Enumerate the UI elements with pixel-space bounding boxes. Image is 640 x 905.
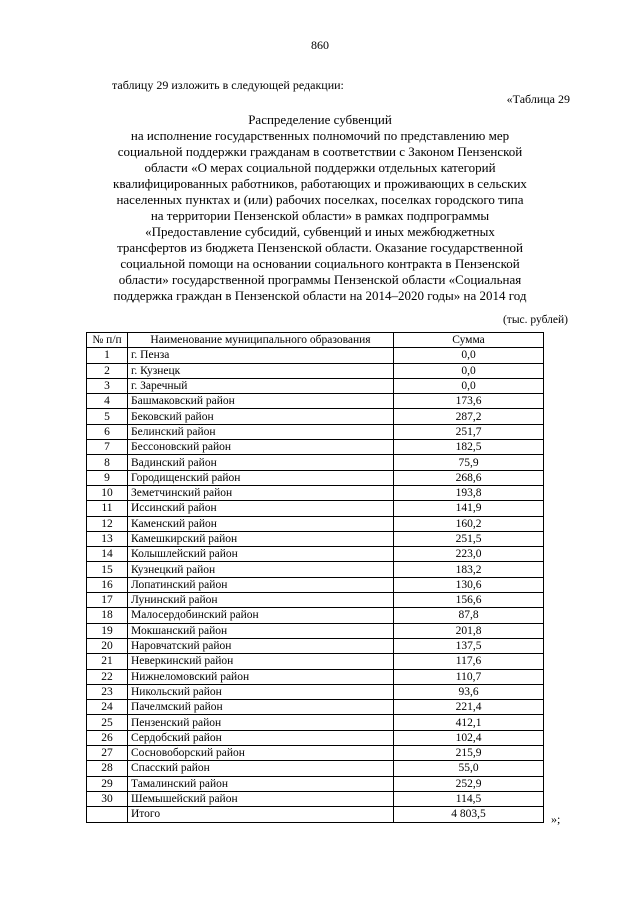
row-number: 12 bbox=[87, 516, 128, 531]
row-municipality: Сердобский район bbox=[128, 730, 394, 745]
subsidy-table bbox=[86, 332, 544, 823]
heading-line: трансфертов из бюджета Пензенской области. Оказание государственной bbox=[117, 240, 523, 255]
row-sum: 102,4 bbox=[394, 730, 544, 745]
table-row bbox=[87, 730, 544, 745]
table-row bbox=[87, 440, 544, 455]
table-row bbox=[87, 485, 544, 500]
row-number: 27 bbox=[87, 746, 128, 761]
row-municipality: Шемышейский район bbox=[128, 791, 394, 806]
row-municipality: Земетчинский район bbox=[128, 485, 394, 500]
heading-line: области «О мерах социальной поддержки отдельных категорий bbox=[144, 160, 496, 175]
row-municipality: г. Заречный bbox=[128, 378, 394, 393]
row-sum: 87,8 bbox=[394, 608, 544, 623]
row-number: 16 bbox=[87, 577, 128, 592]
row-sum: 215,9 bbox=[394, 746, 544, 761]
row-number: 30 bbox=[87, 791, 128, 806]
table-row bbox=[87, 638, 544, 653]
row-sum: 268,6 bbox=[394, 470, 544, 485]
table-row bbox=[87, 409, 544, 424]
table-row bbox=[87, 761, 544, 776]
row-sum: 0,0 bbox=[394, 363, 544, 378]
table-row bbox=[87, 531, 544, 546]
row-sum: 137,5 bbox=[394, 638, 544, 653]
row-sum: 55,0 bbox=[394, 761, 544, 776]
row-sum: 252,9 bbox=[394, 776, 544, 791]
row-municipality: Иссинский район bbox=[128, 501, 394, 516]
row-municipality: Неверкинский район bbox=[128, 654, 394, 669]
row-sum: 223,0 bbox=[394, 547, 544, 562]
page-number: 860 bbox=[311, 38, 329, 52]
table-row bbox=[87, 562, 544, 577]
table-row bbox=[87, 791, 544, 806]
row-sum: 251,7 bbox=[394, 424, 544, 439]
row-number: 24 bbox=[87, 700, 128, 715]
row-municipality: Лопатинский район bbox=[128, 577, 394, 592]
header-number: № п/п bbox=[87, 333, 128, 348]
row-municipality: Пензенский район bbox=[128, 715, 394, 730]
units-label: (тыс. рублей) bbox=[502, 314, 568, 326]
table-row bbox=[87, 700, 544, 715]
table-row bbox=[87, 348, 544, 363]
row-municipality: Вадинский район bbox=[128, 455, 394, 470]
table-row bbox=[87, 378, 544, 393]
row-municipality: Бековский район bbox=[128, 409, 394, 424]
row-sum: 110,7 bbox=[394, 669, 544, 684]
intro-text: таблицу 29 изложить в следующей редакции: bbox=[112, 78, 344, 92]
row-number: 23 bbox=[87, 684, 128, 699]
row-municipality: Спасский район bbox=[128, 761, 394, 776]
heading-line: социальной помощи на основании социального контракта в Пензенской bbox=[120, 256, 520, 271]
row-sum: 130,6 bbox=[394, 577, 544, 592]
table-row bbox=[87, 608, 544, 623]
row-number: 3 bbox=[87, 378, 128, 393]
table-header-row bbox=[87, 333, 544, 348]
row-sum: 221,4 bbox=[394, 700, 544, 715]
row-number: 21 bbox=[87, 654, 128, 669]
row-sum: 141,9 bbox=[394, 501, 544, 516]
header-sum: Сумма bbox=[394, 333, 544, 348]
table-row bbox=[87, 684, 544, 699]
row-number: 4 bbox=[87, 394, 128, 409]
table-row bbox=[87, 363, 544, 378]
row-sum: 156,6 bbox=[394, 593, 544, 608]
heading-line: на территории Пензенской области» в рамках подпрограммы bbox=[150, 208, 490, 223]
table-row bbox=[87, 669, 544, 684]
row-sum: 160,2 bbox=[394, 516, 544, 531]
row-sum: 251,5 bbox=[394, 531, 544, 546]
row-sum: 182,5 bbox=[394, 440, 544, 455]
row-number: 29 bbox=[87, 776, 128, 791]
row-number: 8 bbox=[87, 455, 128, 470]
table-row bbox=[87, 593, 544, 608]
table-row bbox=[87, 746, 544, 761]
heading-line: поддержка граждан в Пензенской области на 2014–2020 годы» на 2014 год bbox=[113, 288, 527, 303]
table-row bbox=[87, 394, 544, 409]
row-municipality: Лунинский район bbox=[128, 593, 394, 608]
row-municipality: Белинский район bbox=[128, 424, 394, 439]
row-sum: 201,8 bbox=[394, 623, 544, 638]
row-number: 22 bbox=[87, 669, 128, 684]
row-municipality: Тамалинский район bbox=[128, 776, 394, 791]
heading-line: квалифицированных работников, работающих и проживающих в сельских bbox=[113, 176, 527, 191]
heading-line: «Предоставление субсидий, субвенций и иных межбюджетных bbox=[145, 224, 495, 239]
row-sum: 93,6 bbox=[394, 684, 544, 699]
heading-line: на исполнение государственных полномочий по представлению мер bbox=[130, 128, 510, 143]
row-number: 13 bbox=[87, 531, 128, 546]
table-heading bbox=[70, 112, 570, 304]
row-municipality: Сосновоборский район bbox=[128, 746, 394, 761]
table-row bbox=[87, 654, 544, 669]
row-sum: 0,0 bbox=[394, 378, 544, 393]
row-number: 10 bbox=[87, 485, 128, 500]
table-row bbox=[87, 776, 544, 791]
row-municipality: Мокшанский район bbox=[128, 623, 394, 638]
row-municipality: Башмаковский район bbox=[128, 394, 394, 409]
row-number: 28 bbox=[87, 761, 128, 776]
row-sum: 412,1 bbox=[394, 715, 544, 730]
row-sum: 75,9 bbox=[394, 455, 544, 470]
table-row bbox=[87, 577, 544, 592]
row-number: 17 bbox=[87, 593, 128, 608]
table-row bbox=[87, 470, 544, 485]
table-row bbox=[87, 516, 544, 531]
row-municipality: Камешкирский район bbox=[128, 531, 394, 546]
row-municipality: Колышлейский район bbox=[128, 547, 394, 562]
table-row bbox=[87, 501, 544, 516]
table-label: «Таблица 29 bbox=[506, 92, 570, 106]
row-sum: 183,2 bbox=[394, 562, 544, 577]
row-number: 19 bbox=[87, 623, 128, 638]
table-body bbox=[87, 348, 544, 807]
row-sum: 287,2 bbox=[394, 409, 544, 424]
row-municipality: Нижнеломовский район bbox=[128, 669, 394, 684]
row-number: 20 bbox=[87, 638, 128, 653]
row-sum: 114,5 bbox=[394, 791, 544, 806]
row-number: 7 bbox=[87, 440, 128, 455]
row-municipality: г. Пенза bbox=[128, 348, 394, 363]
row-number: 5 bbox=[87, 409, 128, 424]
row-number: 18 bbox=[87, 608, 128, 623]
row-sum: 193,8 bbox=[394, 485, 544, 500]
total-value: 4 803,5 bbox=[394, 807, 544, 822]
table-row bbox=[87, 623, 544, 638]
heading-line: Распределение субвенций bbox=[248, 112, 392, 127]
row-number: 14 bbox=[87, 547, 128, 562]
table-row bbox=[87, 455, 544, 470]
total-number bbox=[87, 807, 128, 822]
header-municipality: Наименование муниципального образования bbox=[128, 333, 394, 348]
heading-line: области» государственной программы Пензенской области «Социальная bbox=[118, 272, 522, 287]
row-municipality: Бессоновский район bbox=[128, 440, 394, 455]
table-row bbox=[87, 547, 544, 562]
row-municipality: Никольский район bbox=[128, 684, 394, 699]
row-number: 11 bbox=[87, 501, 128, 516]
heading-line: населенных пунктах и (или) рабочих поселках, поселках городского типа bbox=[116, 192, 524, 207]
row-municipality: Кузнецкий район bbox=[128, 562, 394, 577]
table-row bbox=[87, 715, 544, 730]
row-number: 9 bbox=[87, 470, 128, 485]
row-municipality: г. Кузнецк bbox=[128, 363, 394, 378]
row-municipality: Городищенский район bbox=[128, 470, 394, 485]
row-number: 25 bbox=[87, 715, 128, 730]
row-number: 26 bbox=[87, 730, 128, 745]
row-municipality: Наровчатский район bbox=[128, 638, 394, 653]
heading-line: социальной поддержки гражданам в соответствии с Законом Пензенской bbox=[117, 144, 523, 159]
total-label: Итого bbox=[128, 807, 394, 822]
table-row bbox=[87, 424, 544, 439]
closing-quote: »; bbox=[551, 812, 561, 826]
row-sum: 0,0 bbox=[394, 348, 544, 363]
row-sum: 173,6 bbox=[394, 394, 544, 409]
row-number: 15 bbox=[87, 562, 128, 577]
total-row bbox=[87, 807, 544, 822]
row-number: 2 bbox=[87, 363, 128, 378]
row-municipality: Малосердобинский район bbox=[128, 608, 394, 623]
row-number: 6 bbox=[87, 424, 128, 439]
row-number: 1 bbox=[87, 348, 128, 363]
row-municipality: Пачелмский район bbox=[128, 700, 394, 715]
row-municipality: Каменский район bbox=[128, 516, 394, 531]
row-sum: 117,6 bbox=[394, 654, 544, 669]
